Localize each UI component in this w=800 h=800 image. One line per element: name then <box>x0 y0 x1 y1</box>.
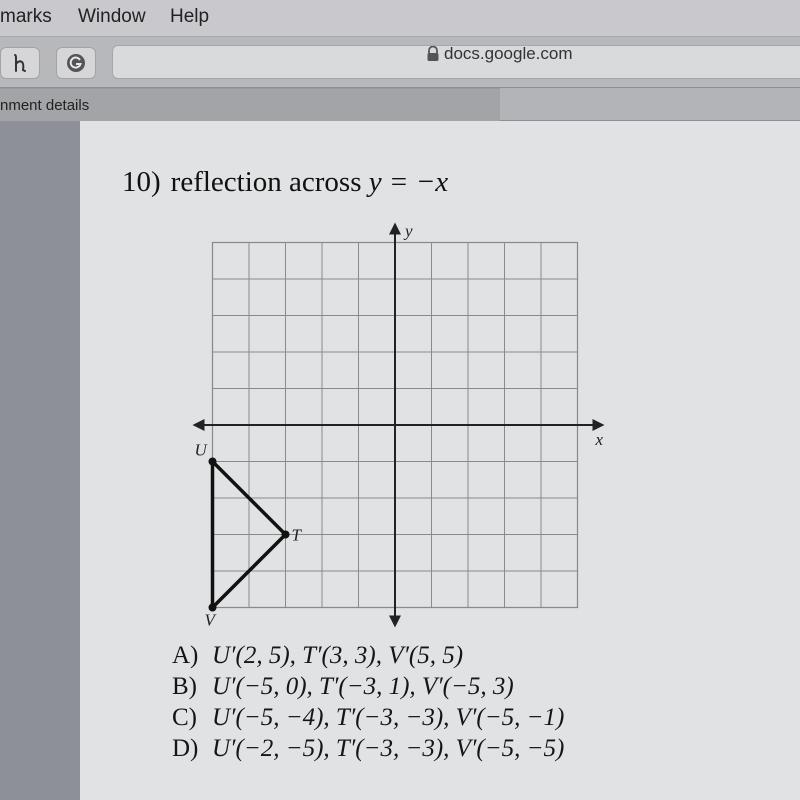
extension-g-button[interactable] <box>56 47 96 79</box>
answer-d[interactable] <box>172 733 564 764</box>
x-axis-arrow-left <box>193 419 205 431</box>
question-number: 10) <box>122 166 161 198</box>
vertex-u <box>209 458 217 466</box>
menu-window[interactable]: Window <box>78 6 146 27</box>
question-text: reflection across <box>170 166 369 198</box>
answer-letter: B) <box>172 673 197 700</box>
y-axis-arrow-up <box>389 223 401 235</box>
vertex-label-t: T <box>291 525 301 545</box>
url-text: docs.google.com <box>444 44 573 63</box>
extension-h-button[interactable] <box>0 47 40 79</box>
menu-bar <box>0 0 800 37</box>
answer-text: U′(−5, −4), T′(−3, −3), V′(−5, −1) <box>212 704 565 731</box>
answer-c[interactable] <box>172 702 564 733</box>
tab-strip-empty <box>500 88 800 120</box>
question-title <box>122 166 448 199</box>
y-axis-arrow-down <box>389 616 401 628</box>
answer-text: U′(2, 5), T′(3, 3), V′(5, 5) <box>212 642 464 669</box>
y-axis-label: y <box>405 221 413 241</box>
assignment-details-label: nment details <box>0 97 90 114</box>
menu-bookmarks[interactable]: marks <box>0 6 52 27</box>
menu-help[interactable]: Help <box>170 6 210 27</box>
coordinate-graph <box>180 200 620 630</box>
vertex-label-u: U <box>194 440 207 460</box>
answer-letter: C) <box>172 704 197 731</box>
g-extension-icon <box>65 52 87 74</box>
lock-icon <box>426 46 440 62</box>
answer-text: U′(−5, 0), T′(−3, 1), V′(−5, 3) <box>212 673 514 700</box>
x-axis-label: x <box>595 430 604 449</box>
browser-toolbar <box>0 37 800 87</box>
h-extension-icon <box>9 52 31 74</box>
answer-b[interactable] <box>172 671 564 702</box>
answer-letter: A) <box>172 642 199 669</box>
answer-choices <box>172 640 564 764</box>
question-equation: y = −x <box>368 166 449 198</box>
answer-text: U′(−2, −5), T′(−3, −3), V′(−5, −5) <box>212 735 565 762</box>
vertex-t <box>282 531 290 539</box>
vertex-label-v: V <box>204 610 215 630</box>
page-gutter <box>0 121 80 800</box>
answer-letter: D) <box>172 735 199 762</box>
answer-a[interactable] <box>172 640 564 671</box>
